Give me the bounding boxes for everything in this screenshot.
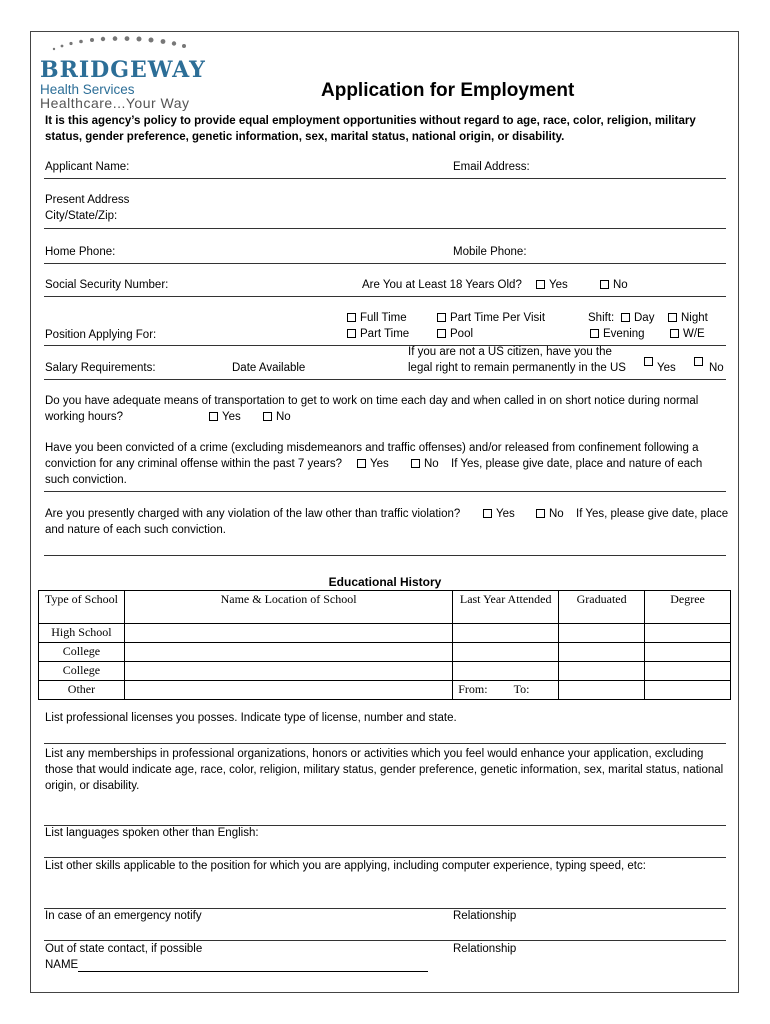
transport-question-cont: working hours?	[45, 411, 123, 423]
checkbox-icon[interactable]	[437, 329, 446, 338]
crime-line[interactable]	[44, 491, 726, 492]
transport-yes-option[interactable]: Yes	[209, 411, 241, 423]
citizen-question-line-1: If you are not a US citizen, have you the	[408, 346, 612, 358]
degree-cell[interactable]	[645, 662, 731, 681]
table-row	[39, 681, 731, 700]
table-row	[39, 662, 731, 681]
emergency-label: In case of an emergency notify	[45, 910, 202, 922]
citizen-yes-checkbox[interactable]	[644, 357, 653, 366]
full-time-option[interactable]: Full Time	[347, 312, 407, 324]
memberships-line[interactable]	[44, 825, 726, 826]
shift-label: Shift:	[588, 312, 615, 324]
school-type-cell: High School	[39, 624, 125, 643]
checkbox-icon[interactable]	[536, 280, 545, 289]
crime-no-option[interactable]: No	[411, 458, 439, 470]
crime-question-line-2: conviction for any criminal offense within the past 7 years?	[45, 458, 343, 470]
graduated-cell[interactable]	[559, 624, 645, 643]
degree-cell[interactable]	[645, 643, 731, 662]
transport-question: Do you have adequate means of transportation to get to work on time each day and when called in on short notice during normal	[45, 395, 699, 407]
school-name-cell[interactable]	[124, 681, 452, 700]
part-time-per-visit-option[interactable]: Part Time Per Visit	[437, 312, 545, 324]
school-type-cell: College	[39, 662, 125, 681]
crime-if-yes: If Yes, please give date, place and nature of each	[451, 458, 703, 470]
checkbox-icon[interactable]	[437, 313, 446, 322]
school-name-cell[interactable]	[124, 624, 452, 643]
header-name-location: Name & Location of School	[124, 591, 452, 624]
checkbox-icon[interactable]	[347, 329, 356, 338]
checkbox-icon[interactable]	[263, 412, 272, 421]
licenses-prompt: List professional licenses you posses. Indicate type of license, number and state.	[45, 712, 457, 724]
checkbox-icon[interactable]	[670, 329, 679, 338]
shift-we-option[interactable]: W/E	[670, 328, 705, 340]
city-state-zip-label: City/State/Zip:	[45, 210, 118, 222]
table-row	[39, 624, 731, 643]
last-year-cell[interactable]	[453, 624, 559, 643]
header-last-year: Last Year Attended	[453, 591, 559, 624]
applicant-name-line[interactable]	[44, 178, 726, 179]
crime-question-line-3: such conviction.	[45, 474, 127, 486]
charged-no-option[interactable]: No	[536, 508, 564, 520]
emergency-relationship-label: Relationship	[453, 910, 517, 922]
transport-no-option[interactable]: No	[263, 411, 291, 423]
home-phone-label: Home Phone:	[45, 246, 116, 258]
school-name-cell[interactable]	[124, 662, 452, 681]
name-underline[interactable]	[78, 971, 428, 972]
page-title: Application for Employment	[321, 80, 575, 101]
part-time-option[interactable]: Part Time	[347, 328, 409, 340]
position-line[interactable]	[44, 345, 726, 346]
header-graduated: Graduated	[559, 591, 645, 624]
citizen-question-line-2: legal right to remain permanently in the US	[408, 362, 626, 374]
charged-yes-option[interactable]: Yes	[483, 508, 515, 520]
checkbox-icon[interactable]	[536, 509, 545, 518]
graduated-cell[interactable]	[559, 643, 645, 662]
degree-cell[interactable]	[645, 624, 731, 643]
shift-night-option[interactable]: Night	[668, 312, 708, 324]
phone-line[interactable]	[44, 263, 726, 264]
from-to-cell[interactable]	[453, 681, 559, 700]
education-table	[38, 590, 731, 700]
graduated-cell[interactable]	[559, 681, 645, 700]
age-yes-option[interactable]: Yes	[536, 279, 568, 291]
policy-statement: It is this agency’s policy to provide equal employment opportunities without regard to age, race, color, religion, military status, gender preference, genetic information, sex, marital status, national origin, or disability.	[45, 115, 696, 143]
logo-line-1: Health Services	[40, 82, 135, 97]
to-label: To:	[513, 682, 530, 696]
ssn-label: Social Security Number:	[45, 279, 169, 291]
salary-line[interactable]	[44, 379, 726, 380]
from-label: From:	[458, 682, 488, 696]
ssn-line[interactable]	[44, 296, 726, 297]
logo-wordmark: BRIDGEWAY	[40, 57, 206, 83]
logo-dots-arc	[40, 34, 200, 56]
checkbox-icon[interactable]	[668, 313, 677, 322]
position-label: Position Applying For:	[45, 329, 157, 341]
citizen-no-checkbox[interactable]	[694, 357, 703, 366]
graduated-cell[interactable]	[559, 662, 645, 681]
charged-question-line-1: Are you presently charged with any violation of the law other than traffic violation?	[45, 508, 461, 520]
crime-question-line-1: Have you been convicted of a crime (excluding misdemeanors and traffic offenses) and/or released from confinement following a	[45, 442, 699, 454]
degree-cell[interactable]	[645, 681, 731, 700]
languages-line[interactable]	[44, 857, 726, 858]
pool-option[interactable]: Pool	[437, 328, 473, 340]
shift-day-option[interactable]: Day	[621, 312, 654, 324]
citizen-yes-label: Yes	[657, 362, 676, 374]
last-year-cell[interactable]	[453, 643, 559, 662]
emergency-line[interactable]	[44, 940, 726, 941]
skills-line[interactable]	[44, 908, 726, 909]
checkbox-icon[interactable]	[621, 313, 630, 322]
header-degree: Degree	[645, 591, 731, 624]
out-of-state-relationship-label: Relationship	[453, 943, 517, 955]
table-row	[39, 643, 731, 662]
education-title: Educational History	[328, 575, 442, 589]
checkbox-icon[interactable]	[411, 459, 420, 468]
address-line[interactable]	[44, 228, 726, 229]
languages-prompt: List languages spoken other than English:	[45, 827, 259, 839]
salary-label: Salary Requirements:	[45, 362, 156, 374]
checkbox-icon[interactable]	[600, 280, 609, 289]
charged-if-yes: If Yes, please give date, place	[576, 508, 729, 520]
logo-line-2: Healthcare...Your Way	[40, 95, 190, 111]
licenses-line[interactable]	[44, 743, 726, 744]
out-of-state-label: Out of state contact, if possible	[45, 943, 203, 955]
age-question: Are You at Least 18 Years Old?	[362, 279, 522, 291]
age-no-option[interactable]: No	[600, 279, 628, 291]
applicant-name-label: Applicant Name:	[45, 161, 130, 173]
email-label: Email Address:	[453, 161, 530, 173]
present-address-label: Present Address	[45, 194, 130, 206]
name-label: NAME	[45, 959, 79, 971]
checkbox-icon[interactable]	[357, 459, 366, 468]
education-header-row	[39, 591, 731, 624]
checkbox-icon[interactable]	[483, 509, 492, 518]
checkbox-icon[interactable]	[590, 329, 599, 338]
citizen-no-label: No	[709, 362, 724, 374]
skills-prompt: List other skills applicable to the position for which you are applying, including computer experience, typing speed, etc:	[45, 860, 646, 872]
checkbox-icon[interactable]	[347, 313, 356, 322]
crime-yes-option[interactable]: Yes	[357, 458, 389, 470]
memberships-prompt: List any memberships in professional organizations, honors or activities which you feel would enhance your application, excluding those that would indicate age, race, color, religion, military status, gender preference, genetic information, sex, marital status, national origin, or disability.	[45, 748, 724, 792]
header-type-of-school: Type of School	[39, 591, 125, 624]
shift-evening-option[interactable]: Evening	[590, 328, 645, 340]
last-year-cell[interactable]	[453, 662, 559, 681]
date-available-label: Date Available	[232, 362, 306, 374]
charged-question-line-2: and nature of each such conviction.	[45, 524, 226, 536]
checkbox-icon[interactable]	[209, 412, 218, 421]
charged-line[interactable]	[44, 555, 726, 556]
school-type-cell: College	[39, 643, 125, 662]
mobile-phone-label: Mobile Phone:	[453, 246, 527, 258]
school-type-cell: Other	[39, 681, 125, 700]
school-name-cell[interactable]	[124, 643, 452, 662]
